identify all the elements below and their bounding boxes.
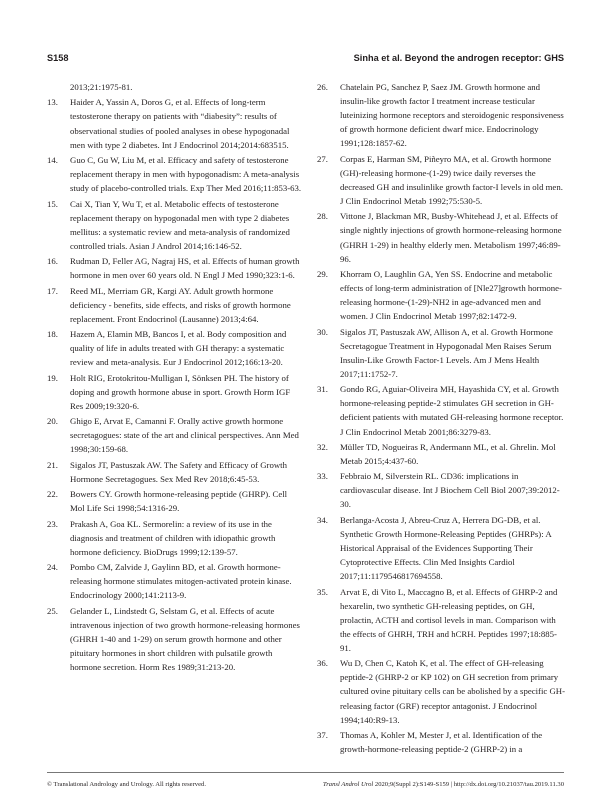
reference-item: [47, 414, 303, 456]
reference-item: [317, 440, 566, 468]
reference-number: 20.: [47, 416, 58, 427]
reference-item: [317, 382, 566, 438]
reference-number: 15.: [47, 198, 58, 209]
reference-item: [47, 487, 303, 515]
footer-volume: 2020;9(Suppl 2):S149-S159: [374, 781, 450, 788]
footer-citation: [323, 781, 564, 788]
reference-text: Corpas E, Harman SM, Piñeyro MA, et al. Growth hormone (GH)-releasing hormone-(1-29) twice daily reverses the decreased GH and insulinlike growth factor-I levels in old men. J Clin Endocrinol Metab 1992;75:530-5.: [340, 153, 563, 206]
reference-item: [317, 585, 566, 655]
reference-text: Chatelain PG, Sanchez P, Saez JM. Growth hormone and insulin-like growth factor I treatment increase testicular luteinizing hormone receptors and steroidogenic responsiveness of growth hormone deficient dwarf mice. Endocrinology 1991;128:1857-62.: [340, 82, 564, 149]
reference-item: [47, 153, 303, 195]
reference-text: Vittone J, Blackman MR, Busby-Whitehead J, et al. Effects of single nightly injections of growth hormone-releasing hormone (GHRH 1-29) in healthy elderly men. Metabolism 1997;46:89-96.: [340, 211, 562, 264]
reference-text: Arvat E, di Vito L, Maccagno B, et al. Effects of GHRP-2 and hexarelin, two synthetic GH-releasing peptides, on GH, prolactin, ACTH and cortisol levels in man. Comparison with the effects of GHRH, TRH and hCRH. Peptides 1997;18:885-91.: [340, 586, 558, 653]
reference-item: [317, 513, 566, 583]
reference-number: 25.: [47, 605, 58, 616]
footer-divider: [47, 772, 564, 773]
reference-number: 34.: [317, 514, 328, 525]
reference-item: [47, 284, 303, 326]
reference-number: 33.: [317, 471, 328, 482]
reference-number: 22.: [47, 489, 58, 500]
reference-number: 31.: [317, 384, 328, 395]
reference-text: Pombo CM, Zalvide J, Gaylinn BD, et al. Growth hormone-releasing hormone stimulates mitogen-activated protein kinase. Endocrinology 2000;141:2113-9.: [70, 562, 292, 601]
page-number: S158: [47, 53, 69, 63]
reference-item: [47, 254, 303, 282]
reference-text: Holt RIG, Erotokritou-Mulligan I, Sönksen PH. The history of doping and growth hormone abuse in sport. Growth Horm IGF Res 2009;19:320-6.: [70, 372, 291, 411]
reference-item: [47, 95, 303, 151]
reference-item: [317, 152, 566, 208]
footer-doi: http://dx.doi.org/10.21037/tau.2019.11.30: [453, 781, 564, 788]
reference-text: Reed ML, Merriam GR, Kargi AY. Adult growth hormone deficiency - benefits, side effects, and risks of growth hormone replacement. Front Endocrinol (Lausanne) 2013;4:64.: [70, 285, 291, 324]
reference-item: [317, 80, 566, 150]
reference-number: 30.: [317, 326, 328, 337]
reference-text: Bowers CY. Growth hormone-releasing peptide (GHRP). Cell Mol Life Sci 1998;54:1316-29.: [70, 489, 288, 514]
reference-text: Sigalos JT, Pastuszak AW, Allison A, et al. Growth Hormone Secretagogue Treatment in Hypogonadal Men Raises Serum Insulin-Like Growth Factor-1 Levels. Am J Mens Health 2017;11:1752-7.: [340, 326, 553, 379]
reference-number: 21.: [47, 459, 58, 470]
reference-text: Hazem A, Elamin MB, Bancos I, et al. Body composition and quality of life in adults treated with GH therapy: a systematic review and meta-analysis. Eur J Endocrinol 2012;166:13-20.: [70, 329, 287, 368]
reference-text: Gondo RG, Aguiar-Oliveira MH, Hayashida CY, et al. Growth hormone-releasing peptide-2 stimulates GH secretion in GH-deficient patients with mutated GH-releasing hormone receptor. J Clin Endocrinol Metab 2001;86:3279-83.: [340, 384, 564, 437]
reference-number: 16.: [47, 256, 58, 267]
reference-number: 17.: [47, 285, 58, 296]
reference-text: Guo C, Gu W, Liu M, et al. Efficacy and safety of testosterone replacement therapy in men with hypogonadism: A meta-analysis study of placebo-controlled trials. Exp Ther Med 2016;11:853-63.: [70, 154, 302, 194]
reference-text: Wu D, Chen C, Katoh K, et al. The effect of GH-releasing peptide-2 (GHRP-2 or KP 102) on GH secretion from primary cultured ovine pituitary cells can be abolished by a specific GH-releasing factor (GRF) receptor antagonist. J Endocrinol 1994;140:R9-13.: [340, 658, 565, 725]
footer-journal: Transl Androl Urol: [322, 781, 374, 788]
reference-item: [47, 458, 303, 486]
reference-item: [317, 728, 566, 756]
references-column-right: [317, 80, 566, 757]
reference-text: Gelander L, Lindstedt G, Selstam G, et al. Effects of acute intravenous injection of two growth hormone-releasing hormones (GHRH 1-40 and 1-29) on serum growth hormone and other pituitary hormones in short children with pulsatile growth hormone secretion. Horm Res 1989;31:213-20.: [70, 605, 300, 672]
reference-number: 23.: [47, 518, 58, 529]
reference-item: [47, 371, 303, 413]
reference-number: 29.: [317, 268, 328, 279]
reference-item: [47, 604, 303, 674]
reference-item: [317, 209, 566, 265]
reference-item: [317, 656, 566, 726]
references-column-left: [47, 80, 303, 675]
reference-text: Prakash A, Goa KL. Sermorelin: a review of its use in the diagnosis and treatment of children with idiopathic growth hormone deficiency. BioDrugs 1999;12:139-57.: [70, 518, 276, 557]
reference-item: [47, 517, 303, 559]
running-title: Sinha et al. Beyond the androgen receptor: GHS: [353, 53, 564, 63]
reference-number: 36.: [317, 658, 328, 669]
reference-continuation: 2013;21:1975-81.: [70, 82, 133, 92]
reference-text: Khorram O, Laughlin GA, Yen SS. Endocrine and metabolic effects of long-term administration of [Nle27]growth hormone-releasing hormone-(1-29)-NH2 in age-advanced men and women. J Clin Endocrinol Metab 1997;82:1472-9.: [340, 268, 562, 322]
reference-number: 35.: [317, 586, 328, 597]
reference-number: 27.: [317, 153, 328, 164]
reference-number: 18.: [47, 329, 58, 340]
reference-number: 37.: [317, 729, 328, 740]
footer-copyright: © Translational Andrology and Urology. All rights reserved.: [47, 781, 206, 788]
reference-number: 13.: [47, 97, 58, 108]
footer-separator: |: [450, 781, 453, 788]
reference-item: [317, 469, 566, 511]
reference-text: Cai X, Tian Y, Wu T, et al. Metabolic effects of testosterone replacement therapy on hypogonadal men with type 2 diabetes mellitus: a systematic review and meta-analysis of randomized controlled trials. Asian J Androl 2014;16:146-52.: [70, 198, 290, 251]
reference-number: 28.: [317, 211, 328, 222]
reference-text: Berlanga-Acosta J, Abreu-Cruz A, Herrera DG-DB, et al. Synthetic Growth Hormone-Releasing Peptides (GHRPs): A Historical Appraisal of the Evidences Supporting Their Cytoprotective Effects. Clin Med Insights Cardiol 2017;11:1179546817694558.: [340, 514, 552, 582]
reference-text: Sigalos JT, Pastuszak AW. The Safety and Efficacy of Growth Hormone Secretagogues. Sex Med Rev 2018;6:45-53.: [70, 459, 287, 484]
reference-number: 24.: [47, 562, 58, 573]
reference-item: [47, 560, 303, 602]
reference-item: [47, 327, 303, 369]
reference-text: Thomas A, Kohler M, Mester J, et al. Identification of the growth-hormone-releasing peptide-2 (GHRP-2) in a: [340, 729, 543, 755]
reference-number: 32.: [317, 441, 328, 452]
reference-text: Rudman D, Feller AG, Nagraj HS, et al. Effects of human growth hormone in men over 60 years old. N Engl J Med 1990;323:1-6.: [70, 256, 300, 281]
reference-number: 14.: [47, 154, 58, 165]
reference-item: [317, 267, 566, 323]
reference-item: [317, 325, 566, 381]
reference-item: [47, 197, 303, 253]
reference-text: Haider A, Yassin A, Doros G, et al. Effects of long-term testosterone therapy on patients with “diabesity”: results of observational studies of pooled analyses in obese hypogonadal men with type 2 diabetes. Int J Endocrinol 2014;2014:683515.: [70, 97, 290, 150]
reference-text: Müller TD, Nogueiras R, Andermann ML, et al. Ghrelin. Mol Metab 2015;4:437-60.: [340, 441, 556, 466]
reference-number: 19.: [47, 372, 58, 383]
reference-text: Ghigo E, Arvat E, Camanni F. Orally active growth hormone secretagogues: state of the art and clinical perspectives. Ann Med 1998;30:159-68.: [70, 416, 299, 455]
reference-number: 26.: [317, 82, 328, 92]
reference-text: Febbraio M, Silverstein RL. CD36: implications in cardiovascular disease. Int J Biochem Cell Biol 2007;39:2012-30.: [340, 471, 560, 510]
